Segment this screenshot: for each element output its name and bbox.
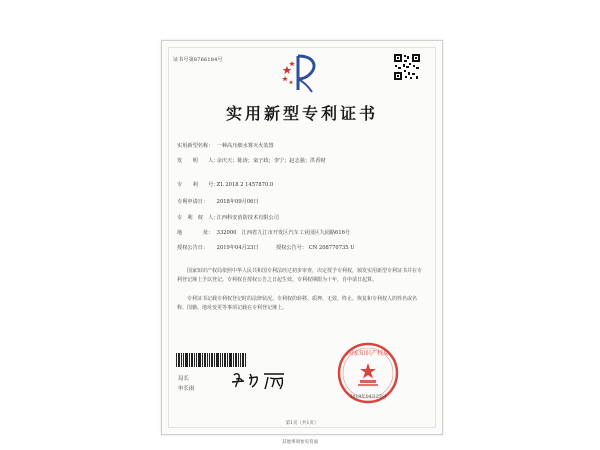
grant-number-value: CN 208770735 U	[308, 245, 355, 251]
filing-date-row	[177, 198, 259, 205]
patentee-row	[177, 214, 279, 221]
patentee-value: 江西科安消防技术有限公司	[216, 215, 279, 221]
certificate-number: 证书号第8766184号	[173, 57, 223, 63]
patent-office-logo	[280, 52, 324, 94]
qr-code	[394, 54, 420, 80]
official-seal	[336, 341, 400, 405]
grant-date-label: 授权公告日：	[177, 245, 209, 251]
inventor-label: 发 明 人：	[177, 158, 219, 164]
page-number: 第1页（共1页）	[285, 421, 319, 426]
grant-date-value: 2019年04月23日	[216, 245, 259, 251]
patent-number-value: ZL 2018 2 1457870.0	[216, 182, 274, 188]
grant-number-label: 授权公告号：	[275, 245, 308, 251]
patentee-label: 专 利 权 人：	[177, 215, 219, 221]
utility-name-value: 一种高压细水雾灭火装置	[216, 143, 274, 149]
filing-date-label: 专利申请日：	[177, 199, 209, 205]
legal-status-paragraph: 专利证书记载专利权登记时的法律状况。专利权的转移、质押、无效、终止、恢复和专利权人的姓名或名称、国籍、地址变更等事项记载在专利登记簿上。	[177, 296, 418, 311]
inventor-value: 余庆天；陈涛；栾子政；李宁；赵志强；洪香财	[216, 158, 326, 164]
utility-name-row	[177, 142, 274, 149]
patent-number-label: 专 利 号：	[177, 182, 219, 188]
certificate-title: 实用新型专利证书	[225, 104, 378, 123]
patent-certificate	[161, 40, 443, 435]
utility-name-label: 实用新型名称：	[177, 143, 214, 149]
seal-text: 国家知识产权局	[346, 350, 390, 357]
address-label: 地 址：	[177, 230, 214, 236]
filing-date-value: 2018年09月06日	[216, 199, 259, 205]
director-title-label: 局长	[178, 376, 190, 382]
director-signature	[230, 369, 292, 391]
director-name-label: 申长雨	[178, 386, 195, 392]
address-value: 332000 江西省九江市开发区汽车工业园区九园路616号	[216, 230, 351, 236]
grant-paragraph: 国家知识产权局依照中华人民共和国专利法经过初步审查，决定授予专利权，颁发实用新型专利证书并在专利登记簿上予以登记。专利权自授权公告之日起生效。专利权期限为十年，自申请日起算。	[177, 268, 423, 283]
address-row	[177, 229, 350, 236]
seal-date: 2019年04月23日	[349, 395, 387, 400]
patent-number-row	[177, 181, 273, 188]
back-side-note: 其他事项参见背面	[282, 440, 318, 445]
barcode	[176, 353, 246, 367]
grant-info-row	[177, 244, 355, 251]
inventor-row	[177, 157, 326, 164]
